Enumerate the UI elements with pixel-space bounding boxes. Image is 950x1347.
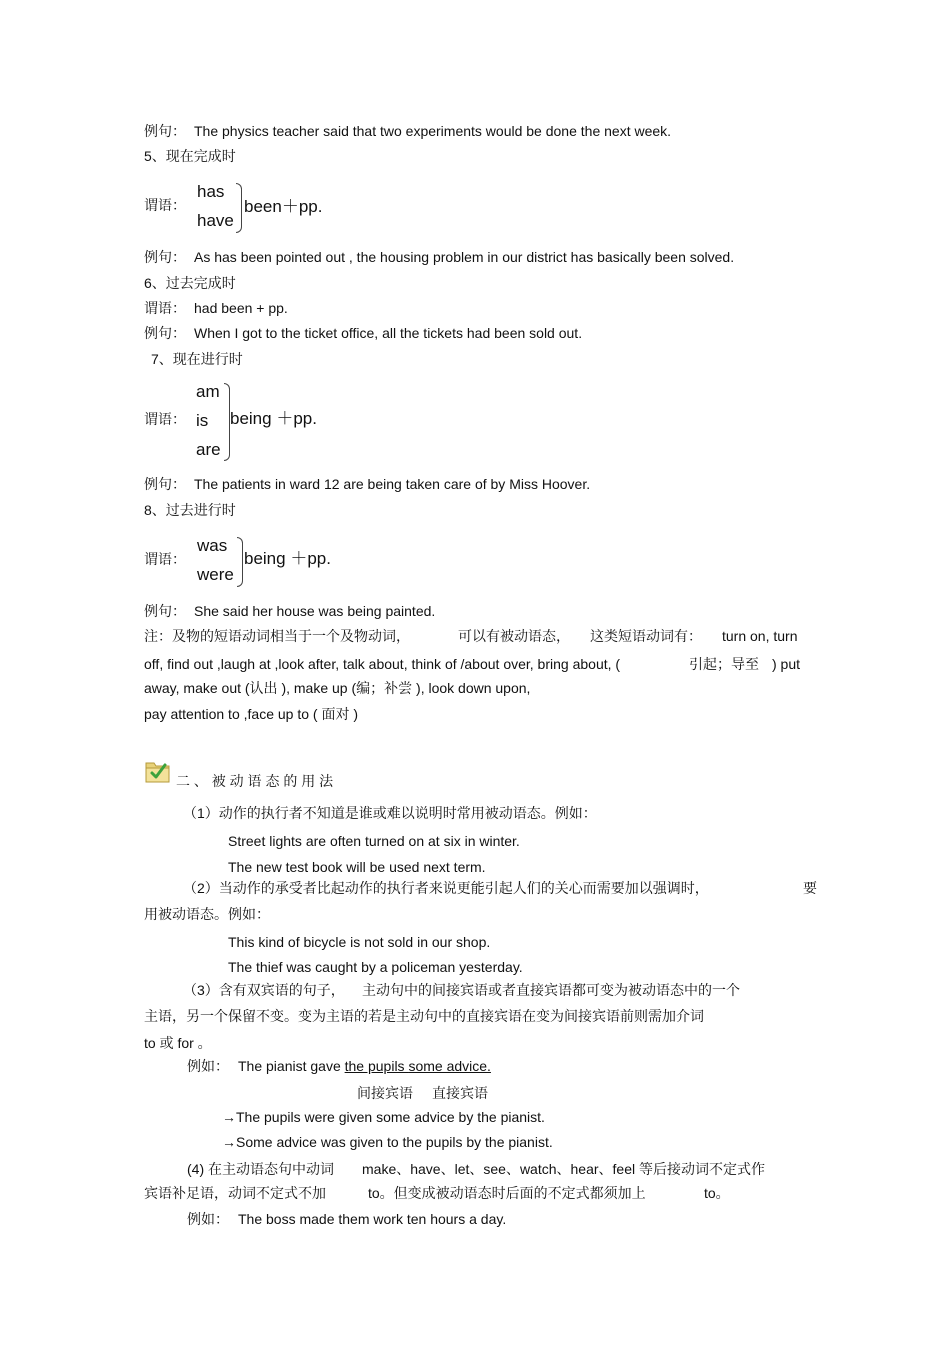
predicate-label: 谓语： [144,411,186,427]
predicate-label: 谓语： [144,197,186,213]
paragraph-text: to。 [704,1185,730,1201]
paragraph-text: 用被动语态。例如： [144,906,270,922]
auxiliary-was: was [197,536,228,555]
paragraph-text: make、have、let、see、watch、hear、feel 等后接动词不定式作 [362,1161,766,1177]
example-sentence: She said her house was being painted. [194,603,436,619]
note-text: 这类短语动词有： [590,628,702,644]
auxiliary-were: were [197,565,234,584]
section-heading: 二 、 被 动 语 态 的 用 法 [176,773,334,789]
example-sentence: As has been pointed out , the housing problem in our district has basically been solved. [194,249,735,265]
note-text: turn on, turn [722,628,798,644]
example-label: 例如： [187,1058,229,1074]
example-sentence: The patients in ward 12 are being taken care of by Miss Hoover. [194,476,591,492]
section-title: 8、过去进行时 [144,502,236,518]
paragraph-text: （3）含有双宾语的句子， [183,982,345,998]
indirect-object-label: 间接宾语 [357,1085,413,1101]
example-sentence: This kind of bicycle is not sold in our shop. [228,934,491,950]
grouping-brace [237,537,243,587]
example-label: 例如： [187,1211,229,1227]
auxiliary-is: is [196,411,209,430]
note-text: 可以有被动语态， [458,628,570,644]
example-label: 例句： [144,123,186,139]
paragraph-text: （2）当动作的承受者比起动作的执行者来说更能引起人们的关心而需要加以强调时， [183,880,709,896]
note-text: ) put [772,656,801,672]
formula: been＋pp. [244,197,323,216]
section-title: 6、过去完成时 [144,275,236,291]
example-sentence: The boss made them work ten hours a day. [238,1211,507,1227]
example-label: 例句： [144,249,186,265]
indirect-object: the pupils [344,1058,409,1074]
example-sentence: The physics teacher said that two experiments would be done the next week. [194,123,672,139]
paragraph-text: 要 [803,880,817,896]
predicate-formula: had been + pp. [194,300,288,316]
paragraph-text: 宾语补足语，动词不定式不加 [144,1185,326,1201]
paragraph-text: to。但变成被动语态时后面的不定式都须加上 [368,1185,646,1201]
example-sentence: →Some advice was given to the pupils by the pianist. [222,1134,553,1150]
example-sentence: The thief was caught by a policeman yesterday. [228,959,523,975]
paragraph-text: to 或 for 。 [144,1035,212,1051]
note-text: 注：及物的短语动词相当于一个及物动词， [144,628,410,644]
formula: being ＋pp. [230,409,317,428]
section-title: 5、现在完成时 [144,148,236,164]
note-text: away, make out (认出 ), make up (编；补尝 ), look down upon, [144,680,531,696]
paragraph-text: （1）动作的执行者不知道是谁或难以说明时常用被动语态。例如： [183,805,597,821]
note-text: 引起；导至 [689,656,759,672]
auxiliary-have: have [197,211,234,230]
auxiliary-has: has [197,182,225,201]
paragraph-text: 主语，另一个保留不变。变为主语的若是主动句中的直接宾语在变为间接宾语前则需加介词 [144,1008,704,1024]
auxiliary-are: are [196,440,221,459]
auxiliary-am: am [196,382,220,401]
predicate-label: 谓语： [144,300,186,316]
note-text: off, find out ,laugh at ,look after, talk about, think of /about over, bring about, ( [144,656,621,672]
example-sentence: When I got to the ticket office, all the tickets had been sold out. [194,325,583,341]
paragraph-text: 主动句中的间接宾语或者直接宾语都可变为被动语态中的一个 [362,982,740,998]
note-text: pay attention to ,face up to ( 面对 ) [144,706,358,722]
section-title: 7、现在进行时 [151,351,243,367]
example-sentence: →The pupils were given some advice by the pianist. [222,1109,545,1125]
paragraph-text: (4) 在主动语态句中动词 [187,1161,334,1177]
predicate-label: 谓语： [144,551,186,567]
grouping-brace [236,183,242,233]
folder-check-icon [144,757,172,785]
example-sentence-start: The pianist gave [238,1058,345,1074]
direct-object-label: 直接宾语 [432,1085,488,1101]
example-label: 例句： [144,325,186,341]
example-sentence [238,1057,491,1075]
formula: being ＋pp. [244,549,331,568]
example-sentence: Street lights are often turned on at six in winter. [228,833,520,849]
example-label: 例句： [144,476,186,492]
example-sentence: The new test book will be used next term. [228,859,486,875]
direct-object: some advice. [408,1058,491,1074]
example-label: 例句： [144,603,186,619]
